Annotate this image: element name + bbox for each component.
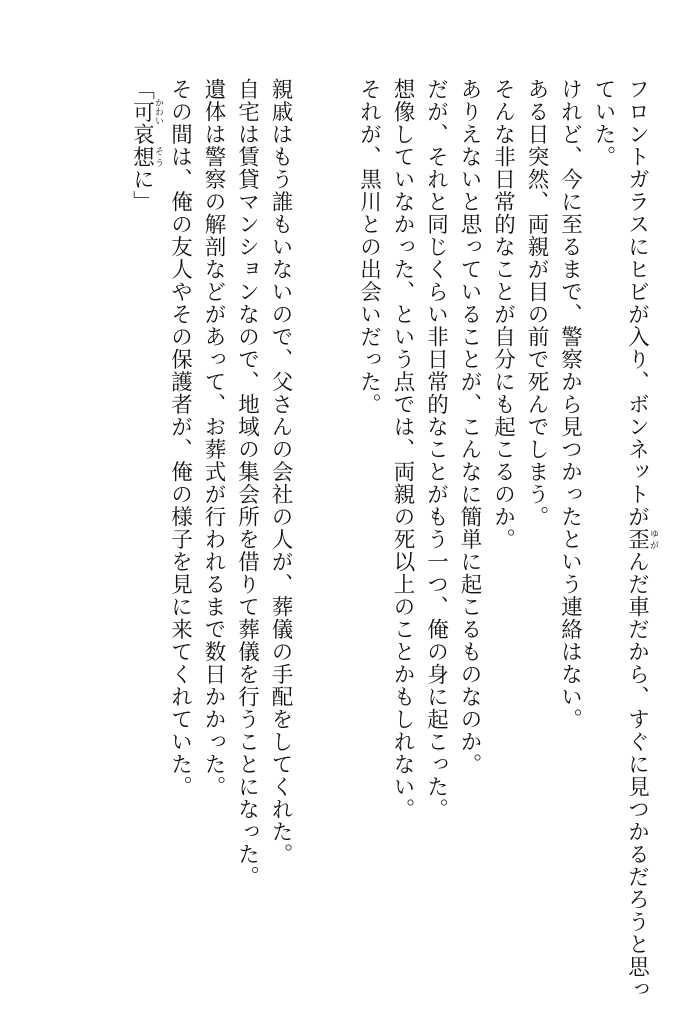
text-line: 想像していなかった、という点では、両親の死以上のことかもしれない。	[390, 78, 415, 821]
text-line	[620, 78, 658, 1001]
ruby-word	[129, 145, 163, 169]
line-text: に」	[129, 168, 155, 213]
ruby-reading: ゆが	[648, 528, 658, 551]
text-line: その間は、俺の友人やその保護者が、俺の様子を見に来てくれていた。	[167, 78, 193, 798]
text-line: それが、黒川との出会いだった。	[356, 78, 382, 416]
text-line: ていた。	[591, 78, 616, 168]
vertical-text-body	[125, 78, 658, 1001]
text-line: 親戚はもう誰もいないので、父さんの会社の人が、葬儀の手配をしてくれた。	[268, 78, 293, 866]
ruby-base: 想	[129, 145, 155, 168]
ruby-base: 可	[129, 98, 155, 126]
paragraph-break	[297, 78, 352, 958]
text-line: ありえないと思っていることが、こんなに簡単に起こるものなのか。	[457, 78, 482, 776]
ruby-reading: そう	[153, 145, 163, 168]
line-text: フロントガラスにヒビが入り、ボンネットが	[624, 78, 650, 528]
ruby-base: 歪	[624, 528, 650, 551]
ruby-word	[129, 98, 163, 126]
text-line: だが、それと同じくらい非日常的なことがもう一つ、俺の身に起こった。	[423, 78, 449, 821]
text-line	[125, 78, 163, 958]
text-line: けれど、今に至るまで、警察から見つかったという連絡はない。	[557, 78, 583, 731]
line-text: んだ車だから、すぐに見つかるだろうと思っ	[624, 550, 650, 1001]
text-line: ある日突然、両親が目の前で死んでしまう。	[524, 78, 549, 528]
text-line: 自宅は賃貸マンションなので、地域の集会所を借りて葬儀を行うことになった。	[234, 78, 260, 888]
open-bracket: 「	[129, 78, 155, 101]
ruby-word	[624, 528, 658, 551]
text-line: 遺体は警察の解剖などがあって、お葬式が行われるまで数日かかった。	[201, 78, 226, 798]
ruby-base: 哀	[129, 123, 155, 146]
ruby-reading: かわい	[153, 98, 163, 126]
text-line: そんな非日常的なことが自分にも起こるのか。	[490, 78, 516, 551]
